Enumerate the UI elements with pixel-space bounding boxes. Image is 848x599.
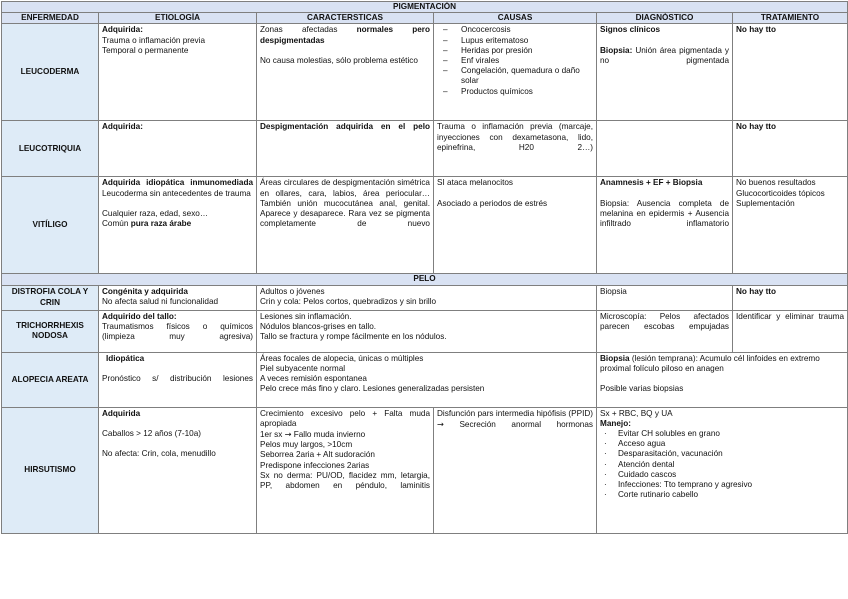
disease-name: ALOPECIA AREATA — [2, 352, 99, 407]
characteristics-cell: Crecimiento excesivo pelo + Falta muda apropiada 1er sx → Fallo muda invierno Pelos muy largos, >10cm Seborrea 2aria + Alt sudoración Predispone infecciones 2arias Sx no derma: PU/OD, flacidez mm, letargia, PP, abdomen en péndulo, laminitis — [257, 407, 434, 533]
disease-name: LEUCODERMA — [2, 24, 99, 121]
section-header-pigmentacion: PIGMENTACIÓN — [2, 2, 848, 13]
etiology-cell: Adquirida Caballos > 12 años (7-10a) No afecta: Crin, cola, menudillo — [99, 407, 257, 533]
characteristics-cell: Zonas afectadas normales pero despigmentadas No causa molestias, sólo problema estético — [257, 24, 434, 121]
disease-name: VITÍLIGO — [2, 177, 99, 274]
right-arrow-icon: → — [437, 418, 444, 429]
characteristics-cell: Lesiones sin inflamación. Nódulos blancos-grises en tallo. Tallo se fractura y rompe fácilmente en los nódulos. — [257, 310, 597, 352]
causes-cell: Trauma o inflamación previa (marcaje, inyecciones con dexametasona, lido, epinefrina, H20 2…) — [434, 121, 597, 177]
causes-cell: Disfunción pars intermedia hipófisis (PPID) → Secreción anormal hormonas — [434, 407, 597, 533]
col-header-diagnostico: DIAGNÓSTICO — [597, 13, 733, 24]
table-row — [2, 285, 848, 310]
treatment-cell: No buenos resultados Glucocorticoides tópicos Suplementación — [733, 177, 848, 274]
col-header-causas: CAUSAS — [434, 13, 597, 24]
disease-name: TRICHORRHEXIS NODOSA — [2, 310, 99, 352]
table-row — [2, 310, 848, 352]
characteristics-cell: Adultos o jóvenes Crin y cola: Pelos cortos, quebradizos y sin brillo — [257, 285, 597, 310]
disease-name: HIRSUTISMO — [2, 407, 99, 533]
characteristics-cell: Despigmentación adquirida en el pelo — [257, 121, 434, 177]
section-header-pelo: PELO — [2, 274, 848, 285]
table-row — [2, 407, 848, 533]
etiology-cell: Adquirida idiopática inmunomediada Leucoderma sin antecedentes de trauma Cualquier raza, edad, sexo… Común pura raza árabe — [99, 177, 257, 274]
etiology-cell: Adquirida: — [99, 121, 257, 177]
col-header-caracteristicas: CARACTERSTICAS — [257, 13, 434, 24]
col-header-enfermedad: ENFERMEDAD — [2, 13, 99, 24]
characteristics-cell: Áreas circulares de despigmentación simétrica en ollares, cara, labios, área periocular… También unión mucocutánea anal, genital. Aparece y desaparece. Rara vez se pigmenta completamente de nuevo — [257, 177, 434, 274]
table-row — [2, 24, 848, 121]
diagnosis-cell: Biopsia (lesión temprana): Acumulo cél linfoides en extremo proximal folículo piloso en anagen Posible varias biopsias — [597, 352, 848, 407]
etiology-cell: Adquirida: Trauma o inflamación previa Temporal o permanente — [99, 24, 257, 121]
diagnosis-cell: Sx + RBC, BQ y UA Manejo: · Evitar CH solubles en grano · Acceso agua · Desparasitación, vacunación · Atención dental · Cuidado cascos · Infecciones: Tto temprano y agresivo · Corte rutinario cabello — [597, 407, 848, 533]
col-header-etiologia: ETIOLOGÍA — [99, 13, 257, 24]
etiology-cell: Adquirido del tallo: Traumatismos físicos o químicos (limpieza muy agresiva) — [99, 310, 257, 352]
causes-cell: SI ataca melanocitos Asociado a periodos de estrés — [434, 177, 597, 274]
diagnosis-cell: Microscopía: Pelos afectados parecen escobas empujadas — [597, 310, 733, 352]
diagnosis-cell: Signos clínicos Biopsia: Unión área pigmentada y no pigmentada — [597, 24, 733, 121]
diagnosis-cell — [597, 121, 733, 177]
disease-name: LEUCOTRIQUIA — [2, 121, 99, 177]
diagnosis-cell: Biopsia — [597, 285, 733, 310]
diagnosis-cell: Anamnesis + EF + Biopsia Biopsia: Ausencia completa de melanina en epidermis + Ausencia infiltrado inflamatorio — [597, 177, 733, 274]
treatment-cell: No hay tto — [733, 121, 848, 177]
table-row — [2, 352, 848, 407]
pathology-table — [1, 1, 848, 534]
etiology-cell: Congénita y adquirida No afecta salud ni funcionalidad — [99, 285, 257, 310]
table-row — [2, 121, 848, 177]
etiology-cell: Idiopática Pronóstico s/ distribución lesiones — [99, 352, 257, 407]
treatment-cell: No hay tto — [733, 24, 848, 121]
right-arrow-icon: → — [284, 429, 292, 440]
causes-cell: – Oncocercosis – Lupus eritematoso – Heridas por presión – Enf virales – Congelación, quemadura o daño solar – Productos químicos — [434, 24, 597, 121]
characteristics-cell: Áreas focales de alopecia, únicas o múltiples Piel subyacente normal A veces remisión espontanea Pelo crece más fino y claro. Lesiones generalizadas persisten — [257, 352, 597, 407]
treatment-cell: No hay tto — [733, 285, 848, 310]
disease-name: DISTROFIA COLA Y CRIN — [2, 285, 99, 310]
treatment-cell: Identificar y eliminar trauma — [733, 310, 848, 352]
col-header-tratamiento: TRATAMIENTO — [733, 13, 848, 24]
table-row — [2, 177, 848, 274]
